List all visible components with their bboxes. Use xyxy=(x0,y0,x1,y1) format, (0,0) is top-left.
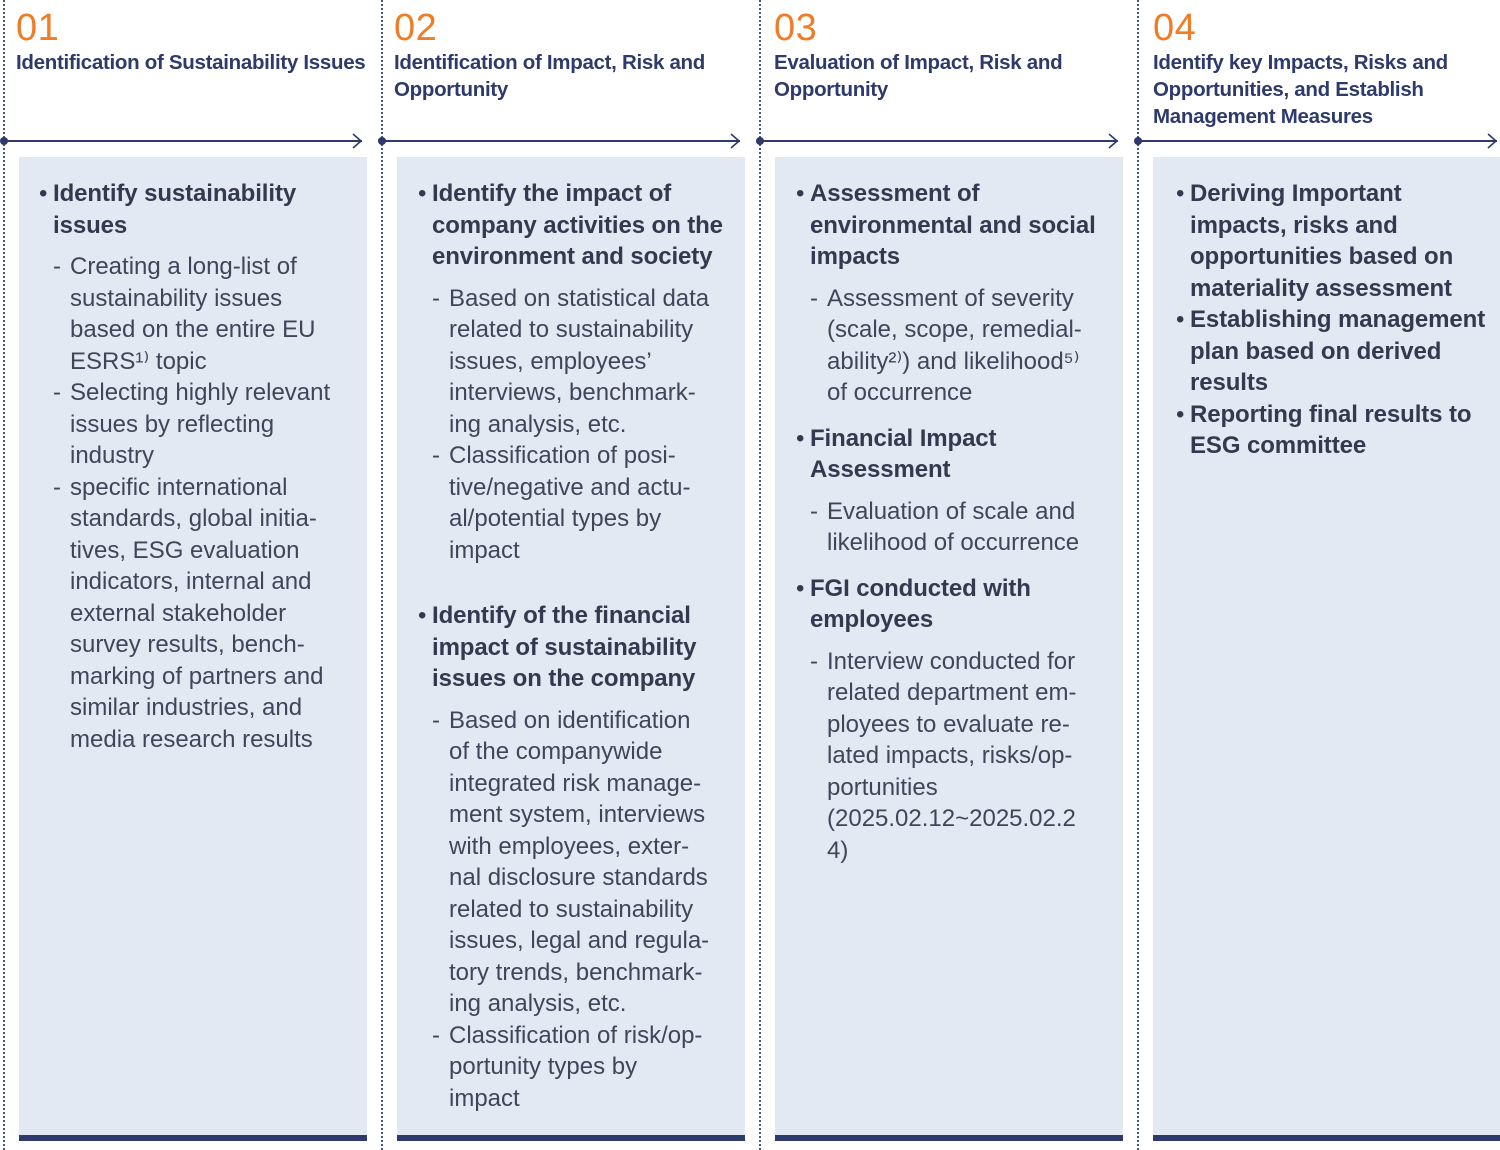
sub-text: Based on statistical data related to sustainability issues, employees’ interviews, benchmark- ing analysis, etc. xyxy=(449,284,710,438)
sub-item xyxy=(53,377,358,472)
bullet-title: FGI conducted with employees xyxy=(810,574,1031,633)
bullet-title: Reporting final results to ESG committee xyxy=(1190,400,1472,459)
step-content xyxy=(417,178,737,1116)
arrow-shaft xyxy=(760,140,1118,142)
bullet-title: Assessment of environmental and social impacts xyxy=(810,180,1096,270)
sub-list xyxy=(810,496,1115,559)
bullet-item xyxy=(417,600,737,1114)
step-heading: Identify key Impacts, Risks and Opportunities, and Establish Management Measures xyxy=(1153,51,1448,128)
bullet-item xyxy=(795,423,1115,559)
arrow-start-dot xyxy=(756,137,764,145)
step-heading: Evaluation of Impact, Risk and Opportunity xyxy=(774,51,1063,101)
bullet-icon: • xyxy=(796,180,805,207)
bullet-item xyxy=(38,178,358,755)
step-divider-line xyxy=(3,0,5,1150)
dash-icon: - xyxy=(432,284,440,312)
dash-icon: - xyxy=(810,647,818,675)
sub-text: specific international standards, global initia- tives, ESG evaluation indicators, internal and external stakeholder survey results, bench- marking of partners and similar industries, and media research results xyxy=(70,473,324,753)
dash-icon: - xyxy=(810,284,818,312)
bullet-item xyxy=(1175,304,1495,399)
step-arrow xyxy=(760,132,1118,150)
dash-icon: - xyxy=(53,473,61,501)
sub-text: Based on identification of the companywide integrated risk manage- ment system, interviews with employees, exter- nal disclosure standards related to sustainability issues, legal and regula- tory trends, benchmark- ing analysis, etc. xyxy=(449,706,710,1017)
bullet-title: Identify of the financial impact of sustainability issues on the company xyxy=(432,602,697,692)
bullet-item xyxy=(1175,399,1495,462)
step-divider-line xyxy=(381,0,383,1150)
step-heading: Identification of Impact, Risk and Opportunity xyxy=(394,51,706,101)
bullet-title: Financial Impact Assessment xyxy=(810,424,997,483)
sub-item xyxy=(432,1020,737,1115)
sub-text: Classification of risk/op- portunity types by impact xyxy=(449,1021,703,1112)
sub-text: Assessment of severity (scale, scope, remedial- ability²⁾) and likelihood⁵⁾ of occurrence xyxy=(827,284,1082,406)
arrow-start-dot xyxy=(378,137,386,145)
sub-text: Classification of posi- tive/negative and actu- al/potential types by impact xyxy=(449,442,691,564)
step-divider-line xyxy=(759,0,761,1150)
step-divider-line xyxy=(1137,0,1139,1150)
step-number: 01 xyxy=(16,7,60,49)
arrow-head-icon xyxy=(1486,132,1498,150)
bullet-item xyxy=(795,573,1115,867)
arrow-start-dot xyxy=(1134,137,1142,145)
sub-list xyxy=(810,646,1115,867)
bullet-icon: • xyxy=(1176,400,1185,428)
sub-text: Selecting highly relevant issues by reflecting industry xyxy=(70,379,331,469)
sub-list xyxy=(810,283,1115,409)
sub-item xyxy=(432,705,737,1020)
bullet-item xyxy=(417,178,737,566)
step-arrow xyxy=(382,132,740,150)
step-number: 03 xyxy=(774,7,818,49)
sub-text: Creating a long-list of sustainability issues based on the entire EU ESRS¹⁾ topic xyxy=(70,253,316,375)
bullet-item xyxy=(1175,178,1495,304)
step-content xyxy=(38,178,358,757)
bullet-icon: • xyxy=(1176,306,1185,333)
sub-item xyxy=(53,472,358,756)
arrow-start-dot xyxy=(0,137,8,145)
arrow-shaft xyxy=(4,140,362,142)
dash-icon: - xyxy=(810,497,818,525)
arrow-shaft xyxy=(1138,140,1497,142)
sub-item xyxy=(810,283,1115,409)
sub-text: Evaluation of scale and likelihood of occurrence xyxy=(827,497,1080,556)
step-arrow xyxy=(1138,132,1497,150)
step-content xyxy=(795,178,1115,868)
bullet-title: Identify the impact of company activities on the environment and society xyxy=(432,180,723,270)
dash-icon: - xyxy=(432,706,440,734)
step-content xyxy=(1175,178,1495,462)
bullet-icon: • xyxy=(1176,180,1185,207)
bullet-title: Identify sustainability issues xyxy=(53,180,297,239)
sub-item xyxy=(810,496,1115,559)
bullet-title: Deriving Important impacts, risks and opportunities based on materiality assessment xyxy=(1190,180,1454,302)
sub-item xyxy=(432,283,737,441)
bullet-item xyxy=(795,178,1115,409)
dash-icon: - xyxy=(432,442,440,469)
bullet-title: Establishing management plan based on derived results xyxy=(1190,306,1486,396)
sub-list xyxy=(432,283,737,567)
sub-text: Interview conducted for related department em- ployees to evaluate re- lated impacts, risks/op- portunities (2025.02.12~2025.02.2 4) xyxy=(827,647,1077,864)
step-arrow xyxy=(4,132,362,150)
arrow-head-icon xyxy=(1107,132,1119,150)
bullet-icon: • xyxy=(796,574,805,602)
arrow-shaft xyxy=(382,140,740,142)
sub-item xyxy=(53,251,358,377)
sub-item xyxy=(810,646,1115,867)
bullet-icon: • xyxy=(418,180,427,207)
dash-icon: - xyxy=(53,379,61,406)
bullet-icon: • xyxy=(39,180,48,207)
arrow-head-icon xyxy=(351,132,363,150)
sub-list xyxy=(432,705,737,1115)
dash-icon: - xyxy=(432,1021,440,1049)
sub-item xyxy=(432,440,737,566)
step-number: 02 xyxy=(394,7,438,49)
step-heading: Identification of Sustainability Issues xyxy=(16,51,366,74)
arrow-head-icon xyxy=(729,132,741,150)
dash-icon: - xyxy=(53,253,61,280)
bullet-icon: • xyxy=(418,602,427,629)
sub-list xyxy=(53,251,358,755)
step-number: 04 xyxy=(1153,7,1197,49)
bullet-icon: • xyxy=(796,424,805,452)
